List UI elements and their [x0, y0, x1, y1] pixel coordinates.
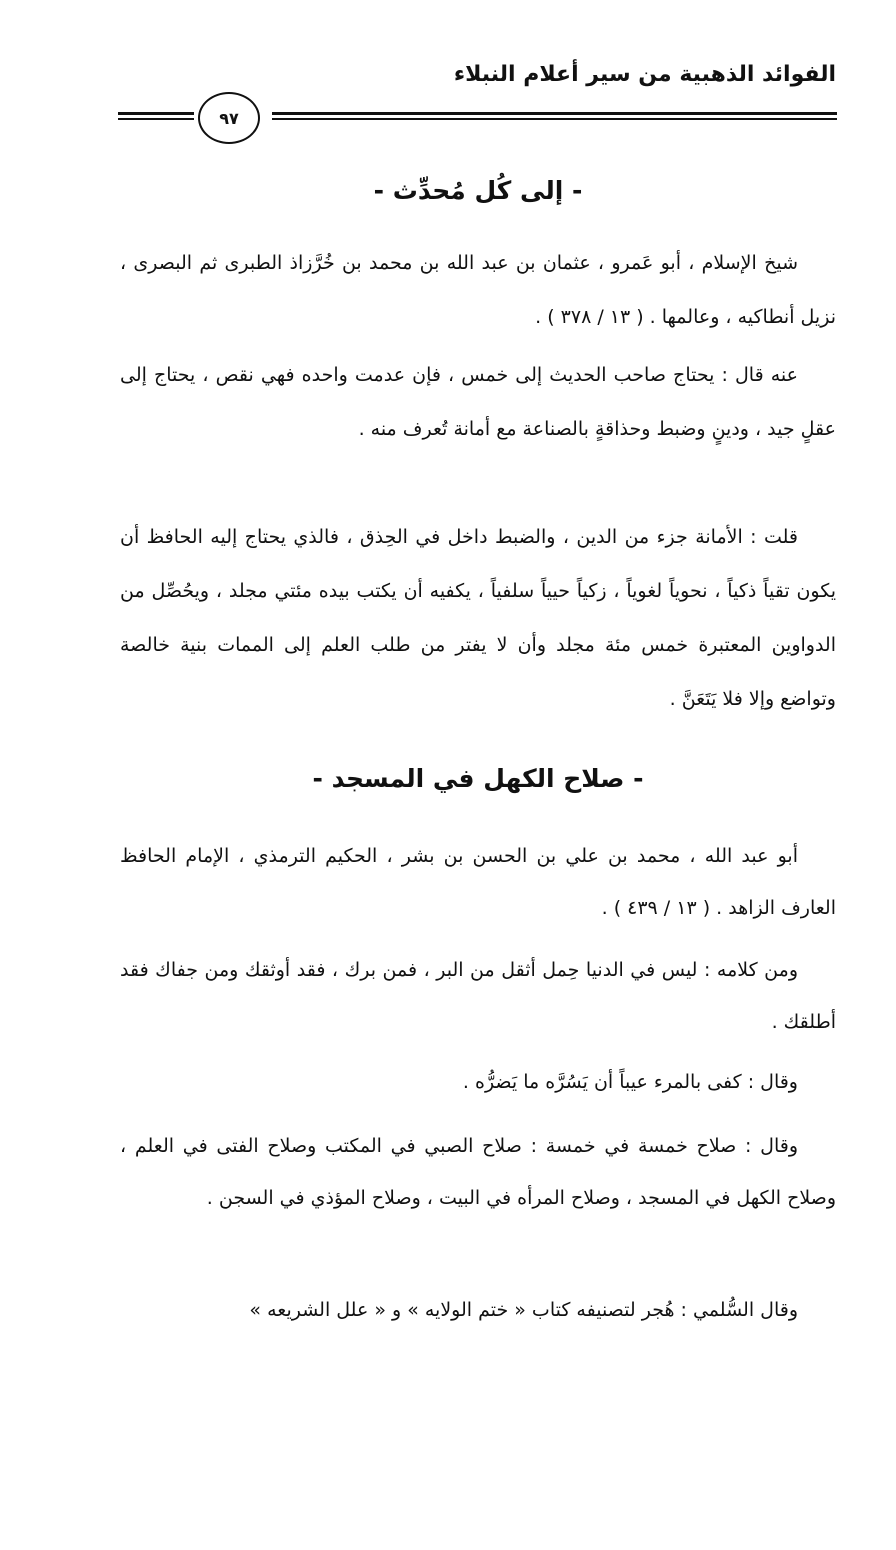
paragraph: وقال السُّلمي : هُجر لتصنيفه كتاب « ختم الولايه » و « علل الشريعه » [249, 1299, 798, 1321]
section-heading: - إلى كُل مُحدِّث - [373, 176, 583, 205]
page-number: ٩٧ [198, 92, 260, 144]
paragraph: وقال : كفى بالمرء عيباً أن يَسُرَّه ما يَضرُّه . [462, 1071, 798, 1093]
paragraph: عنه قال : يحتاج صاحب الحديث إلى خمس ، فإن عدمت واحده فهي نقص ، يحتاج إلى عقلٍ جيد ، ودينٍ وضبط وحذاقةٍ بالصناعة مع أمانة تُعرف منه . [120, 364, 836, 440]
paragraph: شيخ الإسلام ، أبو عَمرو ، عثمان بن عبد الله بن محمد بن خُرَّزاذ الطبرى ثم البصرى ، نزيل أنطاكيه ، وعالمها . ( ١٣ / ٣٧٨ ) . [120, 252, 836, 328]
paragraph: قلت : الأمانة جزء من الدين ، والضبط داخل في الحِذق ، فالذي يحتاج إليه الحافظ أن يكون تقياً ذكياً ، نحوياً لغوياً ، زكياً حيياً سلفياً ، يكفيه أن يكتب بيده مئتي مجلد ، ويحُصِّل من الدواوين المعتبرة خمس مئة مجلد وأن لا يفتر من طلب العلم إلى الممات بنية خالصة وتواضع وإلا فلا يَتَعَنَّ . [120, 526, 836, 710]
paragraph: أبو عبد الله ، محمد بن علي بن الحسن بن بشر ، الحكيم الترمذي ، الإمام الحافظ العارف الزاهد . ( ١٣ / ٤٣٩ ) . [120, 845, 836, 919]
header-rule-left [118, 112, 194, 120]
running-title: الفوائد الذهبية من سير أعلام النبلاء [453, 62, 836, 87]
section-heading: - صلاح الكهل في المسجد - [312, 764, 644, 793]
paragraph: وقال : صلاح خمسة في خمسة : صلاح الصبي في المكتب وصلاح الفتى في العلم ، وصلاح الكهل في المسجد ، وصلاح المرأه في البيت ، وصلاح المؤذي في السجن . [120, 1135, 836, 1209]
paragraph: ومن كلامه : ليس في الدنيا حِمل أثقل من البر ، فمن برك ، فقد أوثقك ومن جفاك فقد أطلقك . [120, 959, 836, 1033]
header-rule-right [272, 112, 837, 120]
